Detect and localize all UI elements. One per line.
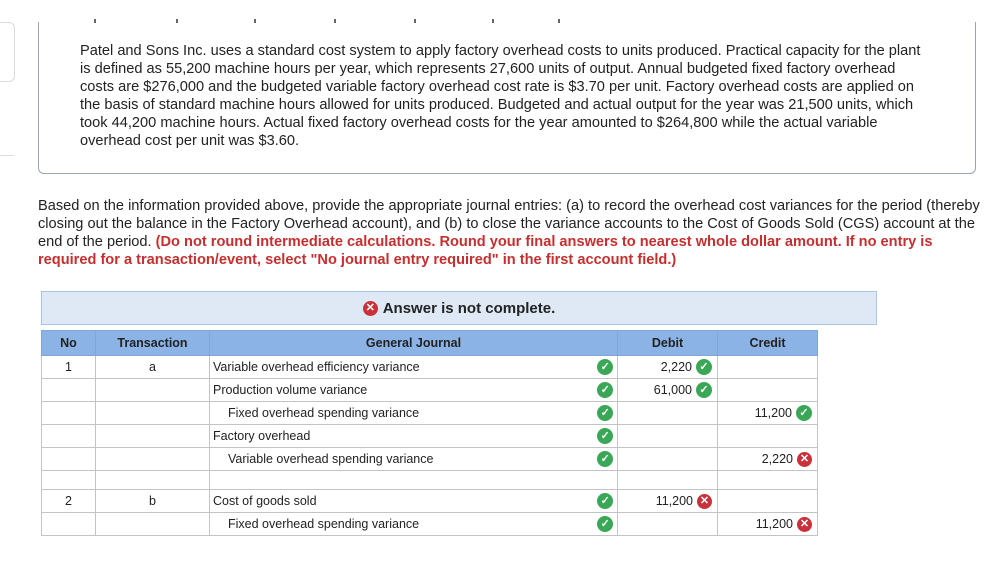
account-field[interactable]: Cost of goods sold (210, 490, 594, 513)
transaction-cell (96, 425, 210, 448)
journal-row (42, 448, 818, 471)
col-header-transaction: Transaction (96, 331, 210, 356)
account-status-cell (594, 379, 618, 402)
journal-row (42, 356, 818, 379)
col-header-credit: Credit (718, 331, 818, 356)
credit-field[interactable] (718, 379, 818, 402)
instructions-emphasis: (Do not round intermediate calculations. Round your final answers to nearest whole dollar amount. If no entry is required for a transaction/event, select "No journal entry required" in the first account field.) (38, 234, 933, 268)
journal-row (42, 402, 818, 425)
journal-row (42, 471, 818, 490)
account-status-cell (594, 471, 618, 490)
instructions-text: Based on the information provided above, provide the appropriate journal entries: (a) to record the overhead cost variances for the period (thereby closing out the balance in the Factory Overhead account), and (b) to close the variance accounts to the Cost of Goods Sold (CGS) account at the end of the period. (38, 198, 980, 250)
check-circle-icon: ✓ (597, 451, 613, 467)
debit-amount: 11,200 (655, 494, 693, 508)
col-header-debit: Debit (618, 331, 718, 356)
debit-field[interactable] (618, 490, 718, 513)
debit-field[interactable] (618, 379, 718, 402)
x-circle-icon: ✕ (363, 301, 378, 316)
debit-field[interactable] (618, 448, 718, 471)
account-status-cell (594, 356, 618, 379)
entry-number-cell: 1 (42, 356, 96, 379)
account-status-cell (594, 402, 618, 425)
account-field[interactable]: Variable overhead efficiency variance (210, 356, 594, 379)
account-status-cell (594, 513, 618, 536)
credit-amount-wrap (721, 517, 814, 532)
credit-field[interactable] (718, 471, 818, 490)
entry-number-cell (42, 448, 96, 471)
check-circle-icon: ✓ (597, 428, 613, 444)
x-circle-icon: ✕ (797, 517, 812, 532)
account-field[interactable]: Variable overhead spending variance (210, 448, 594, 471)
account-field[interactable]: Production volume variance (210, 379, 594, 402)
account-field[interactable]: Fixed overhead spending variance (210, 402, 594, 425)
problem-statement: Patel and Sons Inc. uses a standard cost system to apply factory overhead costs to units produced. Practical capacity for the plant is defined as 55,200 machine hours per year, which represents 27,600 units of output. Annual budgeted fixed factory overhead costs are $276,000 and the budgeted variable factory overhead cost rate is $3.70 per unit. Factory overhead costs are applied on the basis of standard machine hours allowed for units produced. Budgeted and actual output for the year was 21,500 units, which took 44,200 machine hours. Actual fixed factory overhead costs for the year amounted to $264,800 while the actual variable overhead cost per unit was $3.60. (80, 43, 921, 149)
x-circle-icon: ✕ (697, 494, 712, 509)
check-circle-icon: ✓ (597, 516, 613, 532)
debit-amount-wrap (621, 382, 714, 398)
credit-amount: 11,200 (755, 517, 793, 531)
side-divider (0, 155, 14, 156)
transaction-cell (96, 513, 210, 536)
credit-field[interactable] (718, 356, 818, 379)
account-status-cell (594, 490, 618, 513)
entry-number-cell (42, 402, 96, 425)
clipped-text-edge (80, 19, 560, 23)
debit-amount: 2,220 (660, 360, 692, 374)
credit-amount: 11,200 (754, 406, 792, 420)
entry-number-cell (42, 471, 96, 490)
check-circle-icon: ✓ (696, 382, 712, 398)
check-circle-icon: ✓ (597, 493, 613, 509)
check-circle-icon: ✓ (796, 405, 812, 421)
entry-number-cell (42, 425, 96, 448)
debit-amount-wrap (621, 359, 714, 375)
journal-row (42, 490, 818, 513)
credit-field[interactable] (718, 402, 818, 425)
transaction-cell: a (96, 356, 210, 379)
debit-amount-wrap (621, 494, 714, 509)
account-status-cell (594, 448, 618, 471)
debit-field[interactable] (618, 402, 718, 425)
answer-status-text: Answer is not complete. (382, 299, 556, 317)
journal-row (42, 425, 818, 448)
account-field[interactable] (210, 471, 594, 490)
answer-status-banner (41, 291, 877, 325)
instructions (38, 197, 983, 269)
x-circle-icon: ✕ (797, 452, 812, 467)
check-circle-icon: ✓ (597, 382, 613, 398)
transaction-cell (96, 379, 210, 402)
credit-amount: 2,220 (761, 452, 793, 466)
credit-amount-wrap (721, 405, 814, 421)
journal-table (41, 330, 818, 536)
journal-row (42, 513, 818, 536)
debit-field[interactable] (618, 471, 718, 490)
journal-row (42, 379, 818, 402)
col-header-no: No (42, 331, 96, 356)
journal-header-row (42, 331, 818, 356)
account-status-cell (594, 425, 618, 448)
transaction-cell (96, 402, 210, 425)
credit-field[interactable] (718, 513, 818, 536)
side-panel-edge (0, 22, 15, 82)
account-field[interactable]: Factory overhead (210, 425, 594, 448)
credit-field[interactable] (718, 490, 818, 513)
entry-number-cell (42, 513, 96, 536)
entry-number-cell (42, 379, 96, 402)
debit-field[interactable] (618, 425, 718, 448)
debit-field[interactable] (618, 513, 718, 536)
transaction-cell (96, 448, 210, 471)
debit-field[interactable] (618, 356, 718, 379)
col-header-general-journal: General Journal (210, 331, 618, 356)
check-circle-icon: ✓ (597, 359, 613, 375)
credit-amount-wrap (721, 452, 814, 467)
credit-field[interactable] (718, 425, 818, 448)
check-circle-icon: ✓ (597, 405, 613, 421)
entry-number-cell: 2 (42, 490, 96, 513)
debit-amount: 61,000 (653, 383, 692, 397)
credit-field[interactable] (718, 448, 818, 471)
transaction-cell: b (96, 490, 210, 513)
transaction-cell (96, 471, 210, 490)
account-field[interactable]: Fixed overhead spending variance (210, 513, 594, 536)
check-circle-icon: ✓ (696, 359, 712, 375)
